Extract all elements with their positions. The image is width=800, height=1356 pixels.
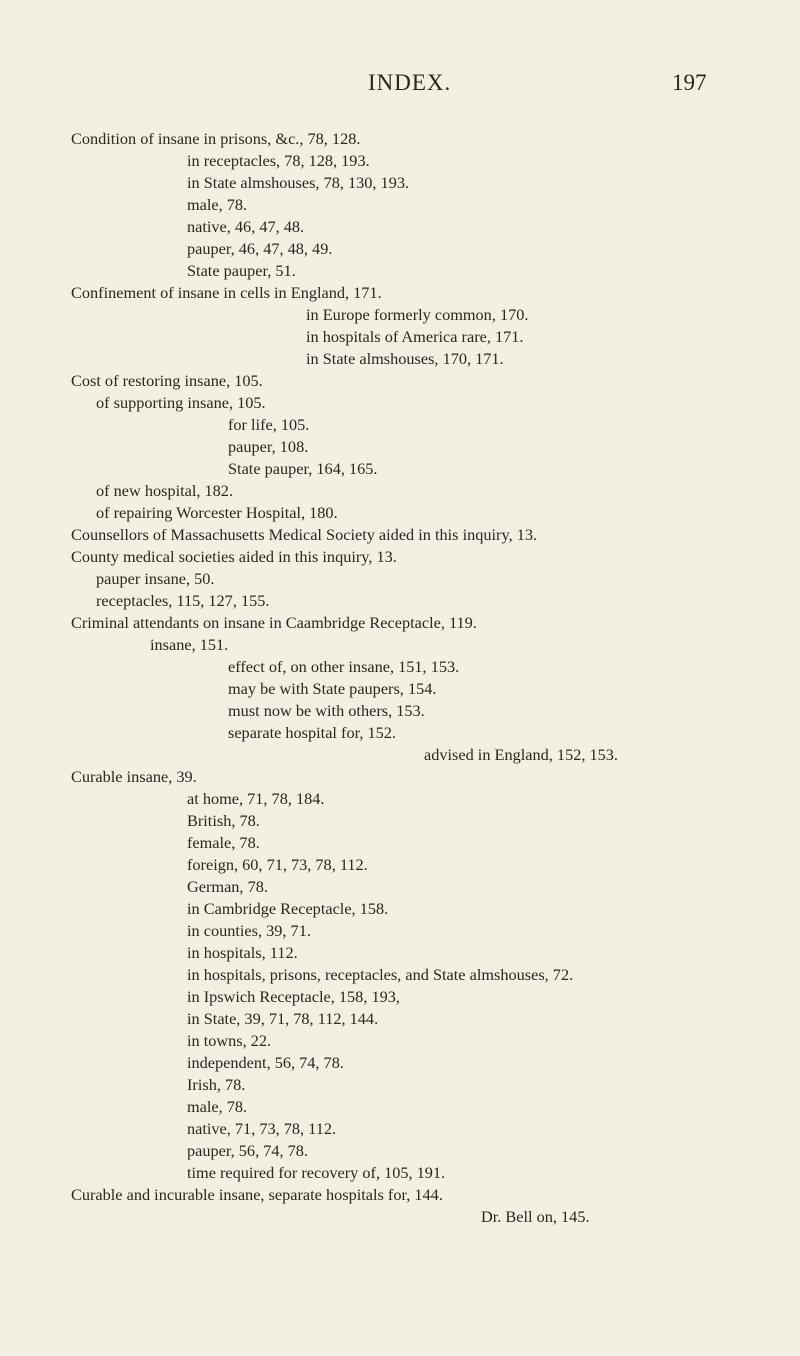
index-entry: in counties, 39, 71. [187, 921, 311, 940]
index-entry: effect of, on other insane, 151, 153. [228, 657, 460, 676]
index-entry: separate hospital for, 152. [228, 723, 396, 742]
index-entry: advised in England, 152, 153. [424, 745, 618, 764]
page-number: 197 [672, 70, 707, 95]
index-entry: County medical societies aided in this inquiry, 13. [71, 547, 397, 566]
index-entry: in towns, 22. [187, 1031, 272, 1050]
index-entry: time required for recovery of, 105, 191. [187, 1163, 446, 1182]
index-entry: insane, 151. [150, 635, 229, 654]
index-entry: in hospitals, 112. [187, 943, 298, 962]
index-entry: in Cambridge Receptacle, 158. [187, 899, 389, 918]
index-entry: Irish, 78. [187, 1075, 246, 1094]
index-entry: must now be with others, 153. [228, 701, 425, 720]
index-entry: male, 78. [187, 1097, 248, 1116]
index-entry: independent, 56, 74, 78. [187, 1053, 344, 1072]
index-entry: may be with State paupers, 154. [228, 679, 437, 698]
index-entry: of supporting insane, 105. [96, 393, 266, 412]
index-entry: in Ipswich Receptacle, 158, 193, [187, 987, 400, 1006]
index-entry: State pauper, 51. [187, 261, 296, 280]
index-entry: of new hospital, 182. [96, 481, 234, 500]
index-entry: in State almshouses, 78, 130, 193. [187, 173, 410, 192]
index-entry: Curable insane, 39. [71, 767, 197, 786]
index-entry: Dr. Bell on, 145. [481, 1207, 590, 1226]
index-entry: German, 78. [187, 877, 268, 896]
index-entry: native, 46, 47, 48. [187, 217, 305, 236]
index-entry: Condition of insane in prisons, &c., 78, 128. [71, 129, 361, 148]
index-entry: Criminal attendants on insane in Caambridge Receptacle, 119. [71, 613, 477, 632]
page-title: INDEX. [368, 70, 452, 95]
index-entry: at home, 71, 78, 184. [187, 789, 325, 808]
index-entry: in State almshouses, 170, 171. [306, 349, 504, 368]
index-entry: pauper, 56, 74, 78. [187, 1141, 308, 1160]
index-entry: foreign, 60, 71, 73, 78, 112. [187, 855, 368, 874]
index-entry: native, 71, 73, 78, 112. [187, 1119, 337, 1138]
index-entry: in hospitals of America rare, 171. [306, 327, 524, 346]
index-entry: Counsellors of Massachusetts Medical Society aided in this inquiry, 13. [71, 525, 538, 544]
index-entry: pauper, 108. [228, 437, 309, 456]
index-entry: Curable and incurable insane, separate hospitals for, 144. [71, 1185, 443, 1204]
index-entry: in Europe formerly common, 170. [306, 305, 529, 324]
index-entry: Cost of restoring insane, 105. [71, 371, 263, 390]
index-entry: State pauper, 164, 165. [228, 459, 378, 478]
page-header [0, 70, 800, 110]
index-entry: receptacles, 115, 127, 155. [96, 591, 270, 610]
index-entry: British, 78. [187, 811, 260, 830]
index-entry: Confinement of insane in cells in England, 171. [71, 283, 382, 302]
index-entry: in State, 39, 71, 78, 112, 144. [187, 1009, 379, 1028]
index-entry: pauper, 46, 47, 48, 49. [187, 239, 333, 258]
index-entry: female, 78. [187, 833, 260, 852]
index-entry: of repairing Worcester Hospital, 180. [96, 503, 338, 522]
index-entry: in receptacles, 78, 128, 193. [187, 151, 370, 170]
index-entry: for life, 105. [228, 415, 310, 434]
index-entry: pauper insane, 50. [96, 569, 215, 588]
index-entry: in hospitals, prisons, receptacles, and State almshouses, 72. [187, 965, 574, 984]
index-entry: male, 78. [187, 195, 248, 214]
